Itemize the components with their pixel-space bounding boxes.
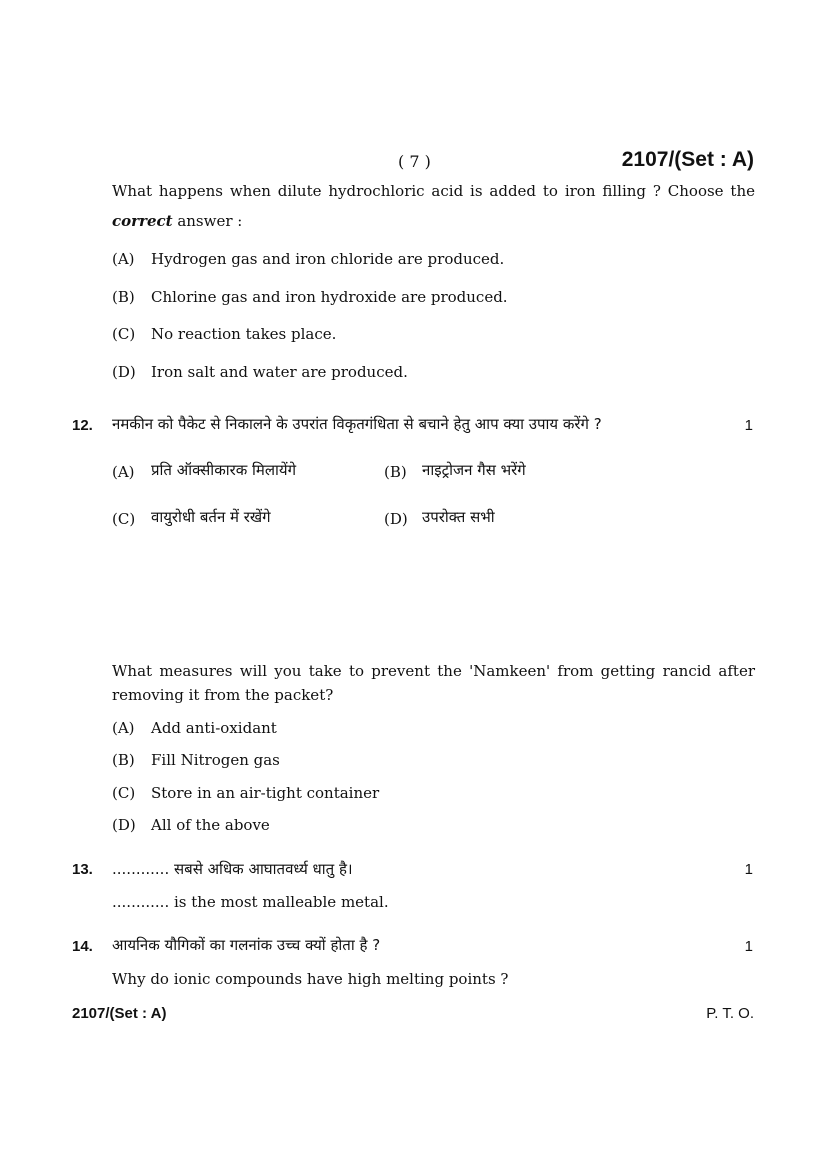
q11-english-line2-rest: answer : xyxy=(172,212,243,230)
page-number: ( 7 ) xyxy=(398,152,431,171)
q12-hindi-option-d-label: (D) xyxy=(384,510,408,528)
q13-hindi: ............ सबसे अधिक आघातवर्ध्य धातु है। xyxy=(112,860,353,878)
q12-english-option-a-label: (A) xyxy=(112,719,135,737)
q12-english-option-a-text: Add anti-oxidant xyxy=(151,719,277,737)
q12-hindi-option-a-label: (A) xyxy=(112,463,135,481)
q12-english-option-b-label: (B) xyxy=(112,751,135,769)
q12-english-line1: What measures will you take to prevent the 'Namkeen' from getting rancid after xyxy=(112,662,755,680)
q12-hindi-option-b-text: नाइट्रोजन गैस भरेंगे xyxy=(422,461,526,479)
q14-hindi: आयनिक यौगिकों का गलनांक उच्च क्यों होता है ? xyxy=(112,936,381,954)
emphasis-correct: correct xyxy=(112,212,173,230)
q11-option-c-label: (C) xyxy=(112,325,136,343)
q12-number: 12. xyxy=(72,417,93,434)
q13-english: ............ is the most malleable metal. xyxy=(112,893,389,911)
q11-option-d-text: Iron salt and water are produced. xyxy=(151,363,408,381)
q14-marks: 1 xyxy=(744,938,753,955)
q14-number: 14. xyxy=(72,938,93,955)
q12-english-line2: removing it from the packet? xyxy=(112,686,334,704)
q11-option-d-label: (D) xyxy=(112,363,136,381)
q11-english-line1: What happens when dilute hydrochloric acid is added to iron filling ? Choose the xyxy=(112,182,755,200)
q12-hindi-option-c-text: वायुरोधी बर्तन में रखेंगे xyxy=(151,508,271,526)
paper-code-footer: 2107/(Set : A) xyxy=(72,1005,167,1022)
q12-hindi-question: नमकीन को पैकेट से निकालने के उपरांत विकृतगंधिता से बचाने हेतु आप क्या उपाय करेंगे ? xyxy=(112,415,602,433)
q12-hindi-option-d-text: उपरोक्त सभी xyxy=(422,508,495,526)
q12-english-option-d-text: All of the above xyxy=(151,816,270,834)
pto-label: P. T. O. xyxy=(706,1005,754,1022)
q12-english-option-c-text: Store in an air-tight container xyxy=(151,784,380,802)
q11-option-b-label: (B) xyxy=(112,288,135,306)
q11-english-line2 xyxy=(112,212,242,230)
q11-option-c-text: No reaction takes place. xyxy=(151,325,337,343)
paper-code-header: 2107/(Set : A) xyxy=(621,148,754,171)
q13-number: 13. xyxy=(72,861,93,878)
q12-hindi-option-a-text: प्रति ऑक्सीकारक मिलायेंगे xyxy=(151,461,297,479)
q11-option-b-text: Chlorine gas and iron hydroxide are produced. xyxy=(151,288,508,306)
q12-hindi-option-c-label: (C) xyxy=(112,510,136,528)
q12-english-option-d-label: (D) xyxy=(112,816,136,834)
q12-english-option-c-label: (C) xyxy=(112,784,136,802)
q11-option-a-text: Hydrogen gas and iron chloride are produced. xyxy=(151,250,505,268)
q13-marks: 1 xyxy=(744,861,753,878)
q11-option-a-label: (A) xyxy=(112,250,135,268)
q12-marks: 1 xyxy=(744,417,753,434)
q14-english: Why do ionic compounds have high melting points ? xyxy=(112,970,509,988)
q12-hindi-option-b-label: (B) xyxy=(384,463,407,481)
q12-english-option-b-text: Fill Nitrogen gas xyxy=(151,751,280,769)
